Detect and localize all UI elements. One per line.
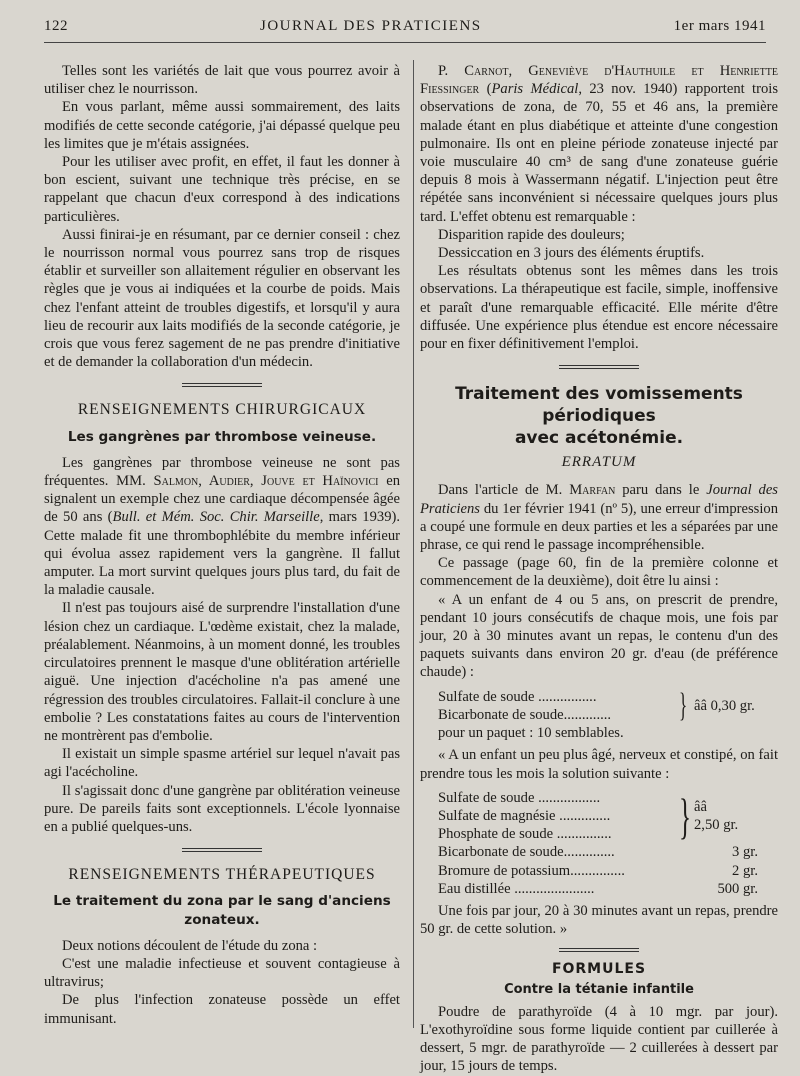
article-paragraph: Il n'est pas toujours aisé de surprendre l'installation d'une lésion chez un cardiaque. L'œdème existait, chez la malade, préalablement. Néanmoins, à un moment donné, les troubles circulatoires prennent le masque d'une oblitération artérielle aiguë. Une injection d'acécholine n'a pas amené une régression des troubles circulatoires. Fallait-il conclure à une embolie ? Les constatations faites au cours de l'intervention ne montrèrent pas d'embolie. — [44, 600, 400, 744]
journal-title: JOURNAL DES PRATICIENS — [260, 18, 482, 34]
article-title-gangrene: Les gangrènes par thrombose veineuse. — [67, 428, 377, 445]
separator — [182, 383, 262, 387]
effect-item: Disparition rapide des douleurs; — [438, 226, 625, 243]
article-reference: Bull. et Mém. Soc. Chir. Marseille — [112, 509, 320, 526]
article-paragraph: Ce passage (page 60, fin de la première colonne et commencement de la deuxième), doit être lu ainsi : — [420, 555, 778, 590]
formula-row: Bromure de potassium............... 2 gr. — [438, 862, 758, 879]
page-number: 122 — [44, 18, 68, 34]
separator — [559, 948, 639, 952]
brace-glyph: } — [679, 788, 691, 844]
intro-paragraph: En vous parlant, même aussi sommairement, des laits modifiés de cette seconde catégorie, j'ai dépassé quelque peu les limites que je m'étais assignées. — [44, 99, 400, 152]
separator — [182, 848, 262, 852]
formula-row: Eau distillée ...................... 500 gr. — [438, 880, 758, 897]
article-paragraph: « A un enfant de 4 ou 5 ans, on prescrit de prendre, pendant 10 jours consécutifs de chaque mois, une fois par jour, 20 à 30 minutes avant un repas, le contenu d'un des paquets suivants dans environ 20 gr. d'eau (de préférence chaude) : — [420, 591, 778, 681]
article-paragraph: C'est une maladie infectieuse et souvent contagieuse à ultravirus; — [44, 955, 400, 991]
intro-paragraph: Telles sont les variétés de lait que vous pourrez avoir à utiliser chez le nourrisson. — [44, 63, 400, 98]
erratum-heading: ERRATUM — [561, 454, 637, 471]
separator — [559, 365, 639, 369]
formula-item: Sulfate de soude ................. — [438, 789, 601, 806]
effect-item: Dessiccation en 3 jours des éléments éruptifs. — [438, 245, 705, 262]
zona-authors: P. Carnot, Geneviève d'Hauthuile et Henriette Fiessinger — [420, 63, 778, 98]
header-rule — [44, 42, 766, 43]
intro-paragraph: Aussi finirai-je en résumant, par ce dernier conseil : chez le nourrisson normal vous pourrez sans trop de risques établir et surveiller son allaitement régulier en observant les règles que je vous ai indiquées et la courbe de poids. Mais chez l'enfant atteint de troubles digestifs, et lorsqu'il y aura lieu de recourir aux laits modifiés de la seconde catégorie, je crois que vous ferez sagement de ne pas prendre d'initiative et de demander la collaboration d'un médecin. — [44, 226, 400, 371]
formula-solution — [420, 789, 778, 898]
article-authors: Salmon, Audier, Jouve et Haïnovici — [153, 473, 379, 490]
article-paragraph: Il existait un simple spasme artériel sur lequel n'avait pas agi l'acécholine. — [44, 746, 400, 781]
section-title-therapeutic: RENSEIGNEMENTS THÉRAPEUTIQUES — [68, 866, 376, 884]
formula-item: Bicarbonate de soude............. — [438, 706, 612, 723]
formula-item: Sulfate de magnésie .............. — [438, 807, 611, 824]
erratum-journal: Journal des Praticiens — [420, 482, 778, 517]
article-paragraph: Une fois par jour, 20 à 30 minutes avant un repas, prendre 50 gr. de cette solution. » — [420, 902, 778, 938]
article-paragraph: Deux notions découlent de l'étude du zona : — [62, 937, 318, 954]
formula-dose: ââ 2,50 gr. — [694, 798, 739, 833]
article-paragraph: P. Carnot, Geneviève d'Hauthuile et Henriette Fiessinger (Paris Médical, 23 nov. 1940) rapportent trois observations de zona, de 70, 55 et 46 ans, la première malade étant en plus diabétique et atteinte d'une congestion pulmonaire. Ils ont en pleine période zonateuse injecté par voie musculaire 40 cm³ de sang d'une zonateuse guérie depuis 8 mois à Wassermann négatif. L'injection peut être répétée sans inconvénient si nécessaire quelques jours plus tard. L'effet obtenu est remarquable : — [420, 63, 779, 225]
formula-row: Bicarbonate de soude.............. 3 gr. — [438, 844, 758, 861]
article-paragraph: De plus l'infection zonateuse possède un effet immunisant. — [44, 992, 400, 1027]
formulas-title: FORMULES — [551, 961, 647, 978]
formulas-subtitle: Contre la tétanie infantile — [504, 981, 694, 997]
article-title-zona: Le traitement du zona par le sang d'anciens zonateux. — [53, 893, 391, 928]
column-divider — [413, 60, 414, 1028]
brace-glyph: } — [679, 686, 688, 724]
article-paragraph: Les résultats obtenus sont les mêmes dans les trois observations. La thérapeutique est facile, simple, inoffensive et paraît d'une remarquable efficacité. Elle mérite d'être diffusée. Une expérience plus étendue est encore nécessaire pour en fixer définitivement l'emploi. — [420, 263, 778, 353]
left-column — [44, 62, 400, 1028]
article-paragraph: Les gangrènes par thrombose veineuse ne sont pas fréquentes. MM. Salmon, Audier, Jouve et Haïnovici en signalent un exemple chez une cardiaque décompensée âgée de 50 ans (Bull. et Mém. Soc. Chir. Marseille, mars 1939). Cette malade fit une thrombophlébite du membre inférieur qui évolua assez rapidement vers la gangrène. Il fallut amputer. La mort survint quelques jours plus tard, du fait de la maladie causale. — [44, 454, 400, 599]
running-head — [44, 18, 766, 35]
zona-reference: Paris Médical — [491, 81, 579, 98]
erratum-author: Marfan — [569, 482, 616, 499]
article-paragraph: Il s'agissait donc d'une gangrène par oblitération veineuse pure. De pareils faits sont exceptionnels. L'école lyonnaise en a publié quelques-uns. — [44, 782, 400, 835]
formulas-paragraph: Poudre de parathyroïde (4 à 10 mgr. par jour). L'exothyroïdine sous forme liquide contient par cuillerée à dessert, 5 mgr. de parathyroïde — 2 cuillerées à dessert par jour, 15 jours de temps. — [420, 1003, 778, 1075]
article-title-vomiting: Traitement des vomissements périodiques avec acétonémie. — [455, 384, 743, 449]
section-title-surgical: RENSEIGNEMENTS CHIRURGICAUX — [77, 401, 367, 419]
formula-dose: ââ 0,30 gr. — [694, 697, 755, 714]
article-paragraph: Dans l'article de M. Marfan paru dans le Journal des Praticiens du 1er février 1941 (nº 5), une erreur d'impression a coupé une formule en deux parties et les a séparées par une phrase, ce qui rend le passage incompréhensible. — [420, 482, 778, 554]
right-column — [420, 62, 778, 1076]
article-paragraph: « A un enfant un peu plus âgé, nerveux et constipé, on fait prendre tous les mois la solution suivante : — [420, 747, 778, 782]
formula-item: Phosphate de soude ............... — [438, 826, 612, 843]
issue-date: 1er mars 1941 — [673, 18, 766, 34]
formula-packet — [420, 688, 778, 743]
intro-paragraph: Pour les utiliser avec profit, en effet, il faut les donner à bon escient, suivant une technique très précise, en se rappelant que chacun d'eux correspond à des indications particulières. — [44, 154, 400, 225]
formula-item: Sulfate de soude ................ — [438, 688, 597, 705]
formula-note: pour un paquet : 10 semblables. — [438, 725, 624, 742]
